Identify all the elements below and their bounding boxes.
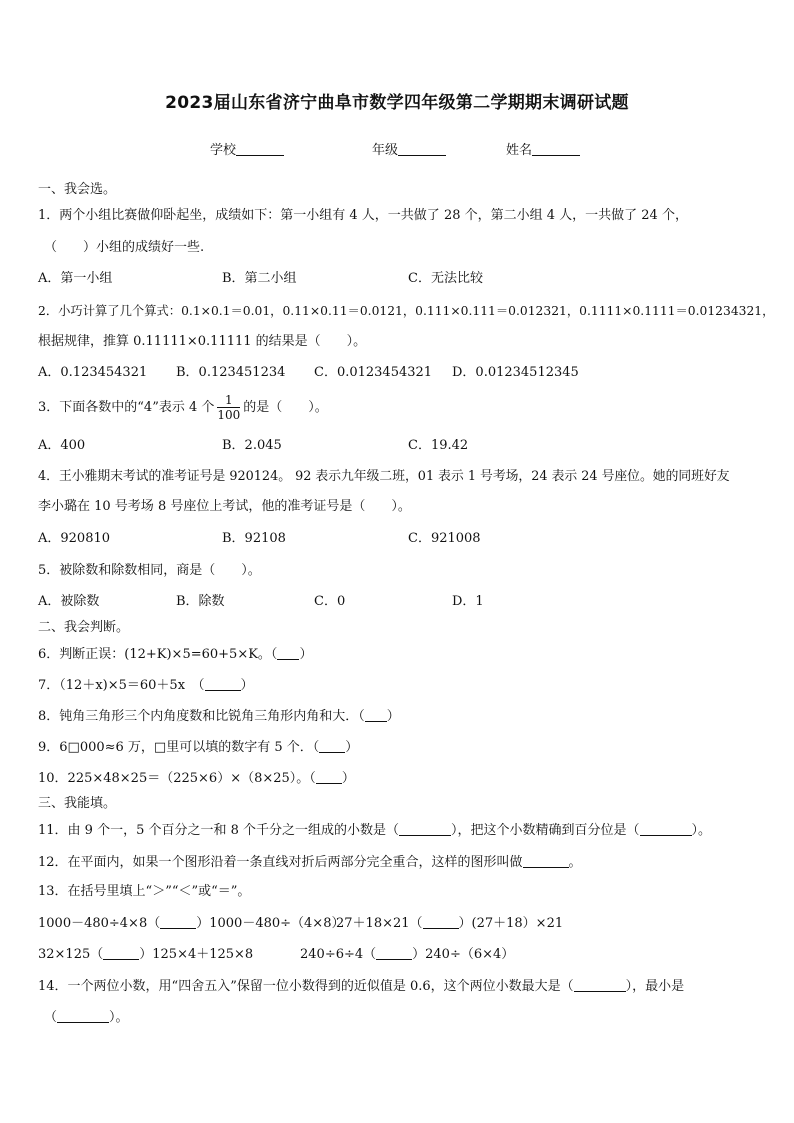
grade-field: [372, 141, 446, 160]
q12-part-b: 。: [568, 855, 582, 870]
q2-option-a[interactable]: A．0.123454321: [38, 365, 148, 380]
q8-line: [38, 707, 400, 726]
q4-option-b[interactable]: B．92108: [222, 531, 286, 546]
q13-item-4-right: ）240÷（6×4）: [412, 947, 515, 962]
q13-item-4-blank[interactable]: [376, 945, 412, 960]
q6-answer-blank[interactable]: [277, 645, 299, 660]
q6-text: 6．判断正误：(12+K)×5=60+5×K。（: [38, 647, 278, 662]
q13-item-2-left: 27＋18×21（: [336, 916, 423, 931]
q4-option-a[interactable]: A．920810: [38, 531, 111, 546]
q3-frac-numerator: 1: [217, 393, 240, 408]
school-label: 学校: [210, 143, 237, 158]
q3-stem: [38, 391, 328, 425]
section-1-heading: 一、我会选。: [38, 182, 117, 197]
q5-option-b[interactable]: B．除数: [176, 594, 225, 609]
q1-option-a[interactable]: A．第一小组: [38, 271, 113, 286]
q13-item-3-blank[interactable]: [103, 945, 139, 960]
q3-fraction: [217, 393, 240, 422]
q14-part-c: （: [44, 1010, 58, 1025]
q13-item-1-blank[interactable]: [160, 914, 196, 929]
q12-line: [38, 853, 582, 872]
q3-option-a[interactable]: A．400: [38, 438, 86, 453]
name-field: [506, 141, 580, 160]
q14-part-d: ）。: [109, 1010, 129, 1025]
q9-end: ）: [345, 740, 359, 755]
q4-line1: 4．王小雅期末考试的准考证号是 920124。 92 表示九年级二班，01 表示 1 号考场，24 表示 24 号座位。她的同班好友: [38, 469, 730, 484]
q14-answer-blank-1[interactable]: [574, 977, 626, 992]
q3-option-c[interactable]: C．19.42: [408, 438, 469, 453]
q7-line: [38, 676, 254, 695]
q4-option-c[interactable]: C．921008: [408, 531, 481, 546]
q14-line1: [38, 977, 684, 996]
q9-answer-blank[interactable]: [319, 738, 345, 753]
q1-line2: （ ）小组的成绩好一些.: [44, 240, 205, 255]
q9-text: 9．6□000≈6 万，□里可以填的数字有 5 个．（: [38, 740, 320, 755]
q6-line: [38, 645, 312, 664]
q1-option-c[interactable]: C．无法比较: [408, 271, 483, 286]
q14-line2: [44, 1008, 129, 1027]
q11-part-b: ），把这个小数精确到百分位是（: [451, 823, 640, 838]
q14-part-b: ），最小是: [625, 979, 685, 994]
q2-line1: 2．小巧计算了几个算式：0.1×0.1＝0.01，0.11×0.11＝0.0121，0.111×0.111＝0.012321，0.1111×0.1111＝0.01234321，: [38, 304, 775, 318]
name-blank[interactable]: [532, 141, 580, 156]
q3-frac-denominator: 100: [217, 408, 241, 422]
q1-option-b[interactable]: B．第二小组: [222, 271, 297, 286]
q13-item-1-left: 1000－480÷4×8（: [38, 916, 161, 931]
q13-item-3-left: 32×125（: [38, 947, 104, 962]
q8-end: ）: [386, 709, 400, 724]
q5-option-a[interactable]: A．被除数: [38, 594, 100, 609]
q7-end: ）: [240, 678, 254, 693]
q2-line2: 根据规律，推算 0.11111×0.11111 的结果是（ ）。: [38, 334, 367, 349]
q11-answer-blank-1[interactable]: [399, 821, 451, 836]
q2-option-b[interactable]: B．0.123451234: [176, 365, 286, 380]
q3-option-b[interactable]: B．2.045: [222, 438, 282, 453]
q3-after: 的是（ ）。: [243, 400, 328, 415]
section-2-heading: 二、我会判断。: [38, 620, 130, 635]
grade-label: 年级: [372, 143, 399, 158]
q8-answer-blank[interactable]: [365, 707, 387, 722]
q10-line: [38, 769, 355, 788]
grade-blank[interactable]: [398, 141, 446, 156]
q11-line: [38, 821, 711, 840]
q13-item-2: [336, 914, 563, 933]
q13-item-2-right: ）(27＋18）×21: [458, 916, 564, 931]
q10-text: 10．225×48×25＝（225×6）×（8×25）。（: [38, 771, 316, 786]
q10-end: ）: [341, 771, 355, 786]
q11-answer-blank-2[interactable]: [640, 821, 692, 836]
q13-item-4: [300, 945, 514, 964]
q14-answer-blank-2[interactable]: [57, 1008, 109, 1023]
school-field: [210, 141, 284, 160]
q13-stem: 13．在括号里填上“＞”“＜”或“＝”。: [38, 884, 251, 899]
q8-text: 8．钝角三角形三个内角度数和比锐角三角形内角和大．（: [38, 709, 365, 724]
q5-option-c[interactable]: C．0: [314, 594, 346, 609]
q9-line: [38, 738, 358, 757]
q12-part-a: 12．在平面内，如果一个图形沿着一条直线对折后两部分完全重合，这样的图形叫做: [38, 855, 523, 870]
q7-answer-blank[interactable]: [205, 676, 241, 691]
q13-item-2-blank[interactable]: [423, 914, 459, 929]
q13-item-1: [38, 914, 344, 933]
q11-part-c: ）。: [691, 823, 712, 838]
q4-line2: 李小璐在 10 号考场 8 号座位上考试，他的准考证号是（ ）。: [38, 499, 411, 514]
q1-line1: 1．两个小组比赛做仰卧起坐，成绩如下：第一小组有 4 人，一共做了 28 个，第二小组 4 人，一共做了 24 个，: [38, 208, 688, 223]
q12-answer-blank[interactable]: [523, 853, 569, 868]
q5-option-d[interactable]: D．1: [452, 594, 484, 609]
page-title: 2023届山东省济宁曲阜市数学四年级第二学期期末调研试题: [165, 93, 629, 113]
q3-before: 3．下面各数中的“4”表示 4 个: [38, 400, 215, 415]
school-blank[interactable]: [236, 141, 284, 156]
section-3-heading: 三、我能填。: [38, 796, 117, 811]
name-label: 姓名: [506, 143, 533, 158]
q14-part-a: 14．一个两位小数，用“四舍五入”保留一位小数得到的近似值是 0.6，这个两位小数最大是（: [38, 979, 574, 994]
q11-part-a: 11．由 9 个一，5 个百分之一和 8 个千分之一组成的小数是（: [38, 823, 400, 838]
q6-end: ）: [299, 647, 313, 662]
q5-line1: 5．被除数和除数相同，商是（ ）。: [38, 563, 261, 578]
q2-option-d[interactable]: D．0.01234512345: [452, 365, 579, 380]
q7-text: 7．（12＋x)×5＝60＋5x （: [38, 678, 205, 693]
q13-item-4-left: 240÷6÷4（: [300, 947, 377, 962]
q10-answer-blank[interactable]: [316, 769, 342, 784]
q13-item-1-right: ）1000－480÷（4×8）: [196, 916, 345, 931]
q13-item-3: [38, 945, 253, 964]
q2-option-c[interactable]: C．0.0123454321: [314, 365, 433, 380]
q13-item-3-right: ）125×4＋125×8: [139, 947, 254, 962]
